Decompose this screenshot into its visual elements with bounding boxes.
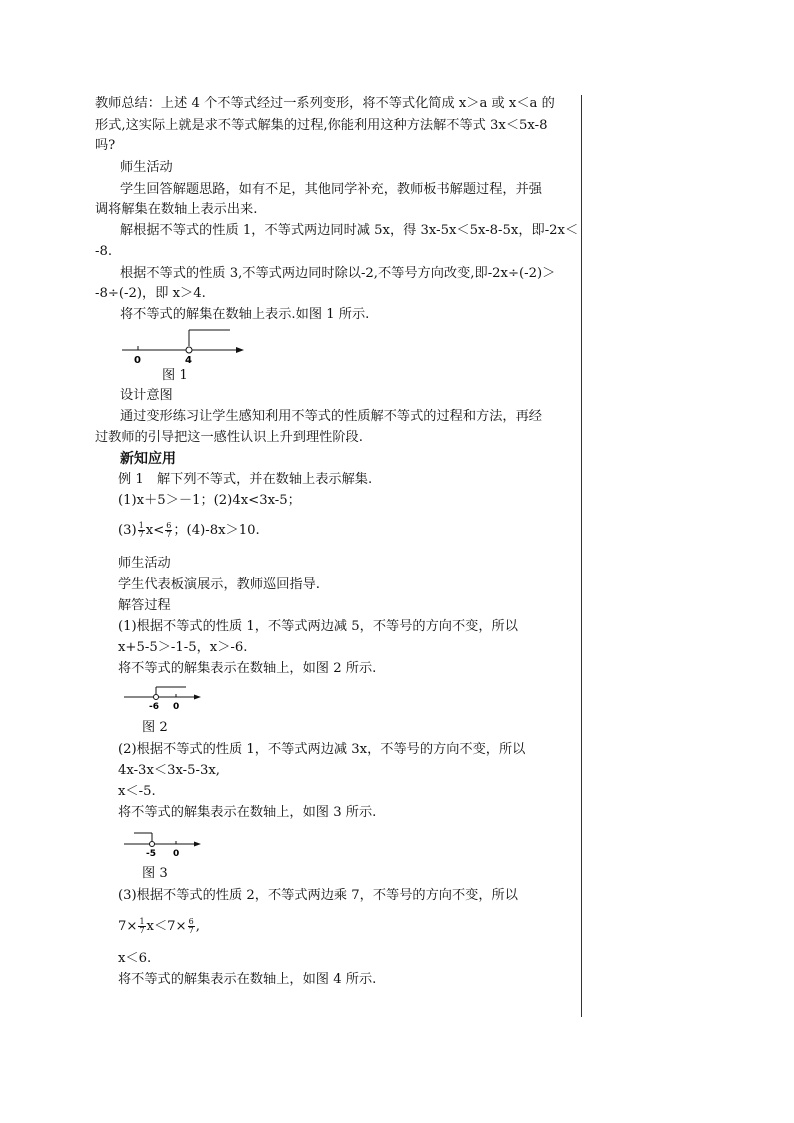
text-line: (3)根据不等式的性质 2，不等式两边乘 7，不等号的方向不变，所以 [118, 888, 518, 903]
text-line: 例 1 解下列不等式，并在数轴上表示解集. [118, 472, 373, 487]
text-line: 解根据不等式的性质 1，不等式两边同时减 5x，得 3x-5x＜5x-8-5x，即-2x＜ [120, 223, 579, 238]
tick-label: 0 [173, 702, 180, 712]
text-line: 将不等式的解集表示在数轴上，如图 4 所示. [118, 972, 377, 987]
text-line: -8÷(-2)，即 x＞4. [95, 286, 206, 301]
number-line-figure-1 [118, 324, 248, 366]
text-line: 学生回答解题思路，如有不足，其他同学补充，教师板书解题过程，并强 [120, 182, 542, 197]
text-line: (1)x＋5＞－1；(2)4x<3x-5； [118, 493, 301, 508]
figure-caption: 图 2 [142, 720, 168, 735]
text-line: (2)根据不等式的性质 1，不等式两边减 3x，不等号的方向不变，所以 [118, 742, 526, 757]
text-line: 根据不等式的性质 3,不等式两边同时除以-2,不等号方向改变,即-2x÷(-2)＞ [120, 266, 556, 281]
fraction: $\frac{6}{7}$ [166, 521, 172, 539]
text-line: (1)根据不等式的性质 1，不等式两边减 5，不等号的方向不变，所以 [118, 619, 518, 634]
fraction: $\frac{1}{7}$ [138, 521, 144, 539]
text-line: 教师总结：上述 4 个不等式经过一系列变形，将不等式化简成 x＞a 或 x＜a 的 [95, 96, 555, 111]
figure-caption: 图 3 [142, 866, 168, 881]
section-heading: 新知应用 [120, 451, 176, 467]
text-line: 4x-3x＜3x-5-3x, [118, 763, 220, 778]
fraction: $\frac{1}{7}$ [139, 917, 145, 935]
tick-label: 4 [185, 355, 192, 366]
text-line: 过教师的引导把这一感性认识上升到理性阶段. [95, 430, 363, 445]
text-line: 形式,这实际上就是求不等式解集的过程,你能利用这种方法解不等式 3x＜5x-8 [95, 118, 548, 133]
text-line: 师生活动 [118, 556, 171, 571]
tick-label: 0 [173, 849, 180, 857]
text-line: x＜6. [118, 951, 152, 966]
fraction: $\frac{6}{7}$ [188, 917, 194, 935]
text-line: 将不等式的解集表示在数轴上，如图 3 所示. [118, 805, 377, 820]
tick-label: 0 [134, 355, 141, 366]
text-line: 师生活动 [120, 160, 173, 175]
text-line-with-fractions: (3) $\frac{1}{7}$ x< $\frac{6}{7}$ ；(4)-8x＞10. [118, 521, 260, 539]
text-line: 调将解集在数轴上表示出来. [95, 202, 258, 217]
text-line: 通过变形练习让学生感知利用不等式的性质解不等式的过程和方法，再经 [120, 409, 542, 424]
number-line-figure-2 [122, 684, 206, 712]
text-line-with-fractions: 7× $\frac{1}{7}$ x＜7× $\frac{6}{7}$ , [118, 917, 200, 935]
text-line: -8. [95, 244, 113, 259]
tick-label: -5 [146, 849, 156, 857]
text-line: x+5-5＞-1-5，x＞-6. [118, 640, 248, 655]
text-line: 吗? [95, 138, 116, 153]
figure-caption: 图 1 [162, 368, 188, 383]
number-line-figure-3 [122, 829, 206, 857]
text-line: 学生代表板演展示，教师巡回指导. [118, 577, 321, 592]
text-line: x＜-5. [118, 784, 156, 799]
text-line: 将不等式的解集在数轴上表示.如图 1 所示. [120, 307, 370, 322]
text-line: 设计意图 [120, 388, 173, 403]
tick-label: -6 [149, 702, 159, 712]
text-line: 将不等式的解集表示在数轴上，如图 2 所示. [118, 661, 377, 676]
text-line: 解答过程 [118, 598, 171, 613]
